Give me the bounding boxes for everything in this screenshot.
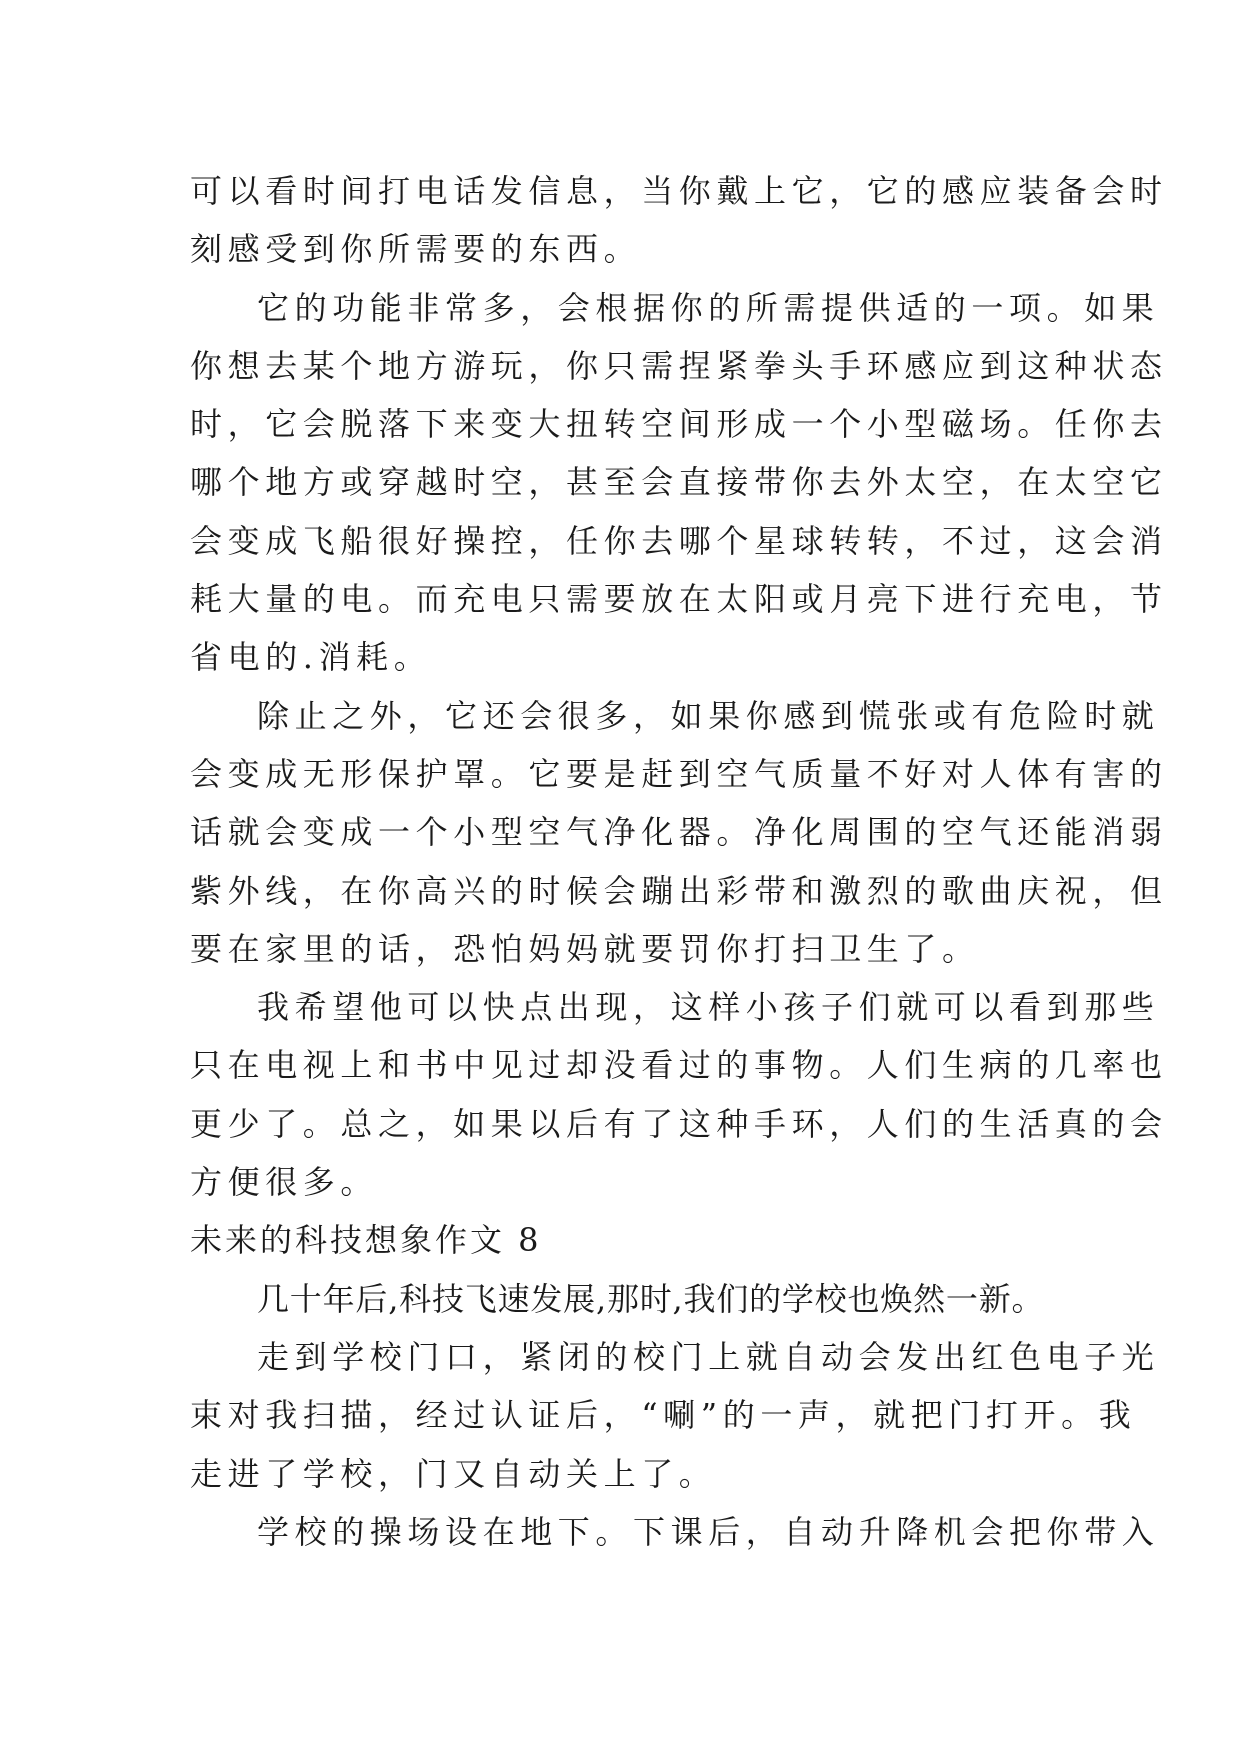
text-line: 方便很多。 [190,1163,379,1202]
text-line: 束对我扫描，经过认证后，“唰”的一声，就把门打开。我 [190,1396,1137,1435]
paragraph-start-line: 几十年后,科技飞速发展,那时,我们的学校也焕然一新。 [257,1279,1045,1318]
paragraph-start-line: 学校的操场设在地下。下课后，自动升降机会把你带入 [257,1512,1160,1551]
text-line: 刻感受到你所需要的东西。 [190,230,642,269]
paragraph-start-line: 除止之外，它还会很多，如果你感到慌张或有危险时就 [257,696,1160,735]
text-line: 紫外线，在你高兴的时候会蹦出彩带和激烈的歌曲庆祝，但 [190,871,1168,910]
text-line: 话就会变成一个小型空气净化器。净化周围的空气还能消弱 [190,813,1168,852]
text-line: 你想去某个地方游玩，你只需捏紧拳头手环感应到这种状态 [190,346,1168,385]
section-heading: 未来的科技想象作文 8 [190,1221,542,1260]
text-line: 会变成飞船很好操控，任你去哪个星球转转，不过，这会消 [190,521,1168,560]
text-line: 可以看时间打电话发信息，当你戴上它，它的感应装备会时 [190,172,1168,210]
paragraph-start-line: 它的功能非常多，会根据你的所需提供适的一项。如果 [257,288,1160,327]
text-line: 更少了。总之，如果以后有了这种手环，人们的生活真的会 [190,1104,1168,1143]
text-line: 时，它会脱落下来变大扭转空间形成一个小型磁场。任你去 [190,405,1168,444]
text-line: 会变成无形保护罩。它要是赶到空气质量不好对人体有害的 [190,754,1168,793]
paragraph-start-line: 走到学校门口，紧闭的校门上就自动会发出红色电子光 [257,1337,1160,1376]
text-line: 只在电视上和书中见过却没看过的事物。人们生病的几率也 [190,1046,1168,1085]
text-line: 走进了学校，门又自动关上了。 [190,1454,717,1493]
text-line: 省电的.消耗。 [190,638,432,677]
text-line: 耗大量的电。而充电只需要放在太阳或月亮下进行充电，节 [190,580,1168,619]
paragraph-start-line: 我希望他可以快点出现，这样小孩子们就可以看到那些 [257,988,1160,1027]
text-line: 哪个地方或穿越时空，甚至会直接带你去外太空，在太空它 [190,463,1168,502]
document-page [190,162,1168,1561]
text-line: 要在家里的话，恐怕妈妈就要罚你打扫卫生了。 [190,929,980,968]
